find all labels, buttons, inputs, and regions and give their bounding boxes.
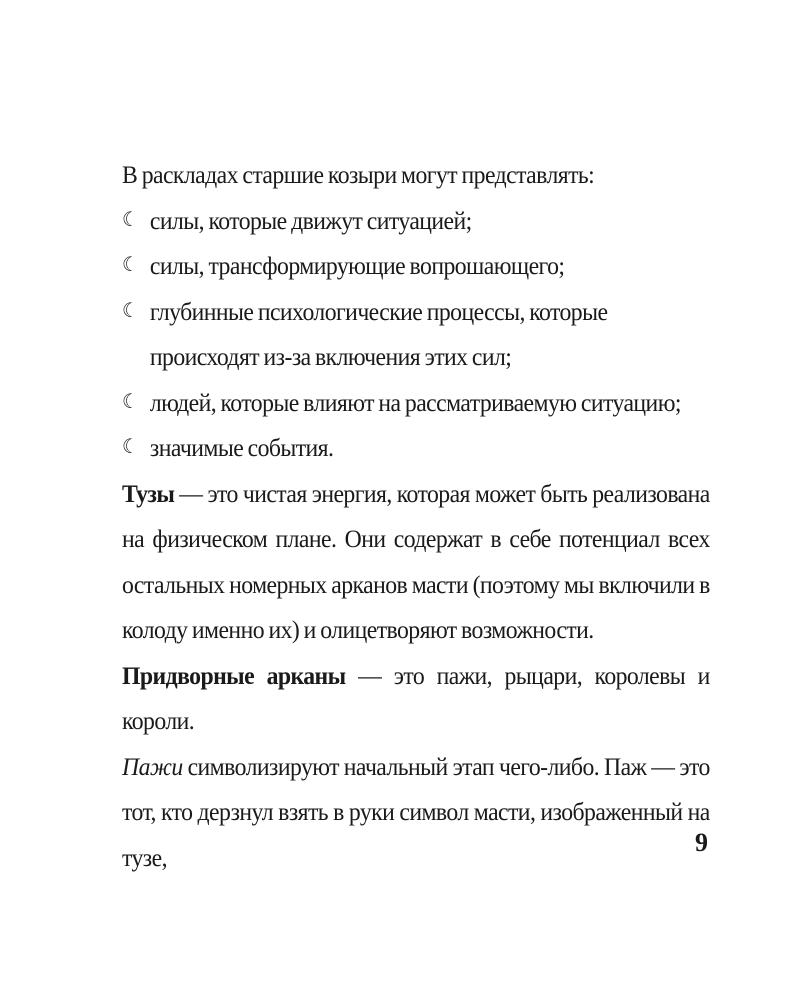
crescent-bullet-icon: ☾	[122, 436, 139, 458]
list-item	[122, 243, 710, 289]
aces-term: Тузы	[122, 478, 175, 508]
crescent-bullet-icon: ☾	[122, 254, 139, 276]
pages-paragraph	[122, 744, 710, 881]
aces-text: — это чистая энергия, которая может быть реализована на физическом плане. Они содержат в себе потенциал всех остальных номерных арканов масти (поэтому мы включили в колоду именно их) и олицетворяют возможности.	[122, 478, 710, 644]
list-item-text: глубинные психологические процессы, которые происходят из-за включения этих сил;	[149, 296, 608, 371]
list-item	[122, 425, 710, 471]
list-item-text: людей, которые влияют на рассматриваемую ситуацию;	[149, 387, 681, 417]
crescent-bullet-icon: ☾	[122, 390, 139, 413]
intro-paragraph: В раскладах старшие козыри могут представлять:	[122, 160, 595, 189]
court-term: Придворные арканы	[122, 660, 346, 690]
list-item	[122, 380, 710, 426]
page-number: 9	[695, 828, 708, 857]
list-item-text: силы, которые движут ситуацией;	[149, 205, 472, 235]
crescent-bullet-icon: ☾	[122, 208, 139, 231]
list-item	[122, 198, 710, 244]
court-text: — это пажи, рыцари, королевы и короли.	[122, 660, 710, 735]
pages-term: Пажи	[122, 751, 183, 781]
aces-paragraph	[122, 471, 710, 653]
court-paragraph	[122, 653, 710, 744]
list-item	[122, 289, 710, 380]
crescent-bullet-icon: ☾	[122, 299, 139, 322]
list-item-text: силы, трансформирующие вопрошающего;	[149, 251, 565, 280]
list-item-text: значимые события.	[149, 433, 334, 462]
pages-text: символизируют начальный этап чего-либо. Паж — это тот, кто дерзнул взять в руки символ масти, изображенный на тузе,	[122, 751, 710, 872]
bullet-list	[122, 198, 710, 471]
page-body	[122, 152, 710, 880]
